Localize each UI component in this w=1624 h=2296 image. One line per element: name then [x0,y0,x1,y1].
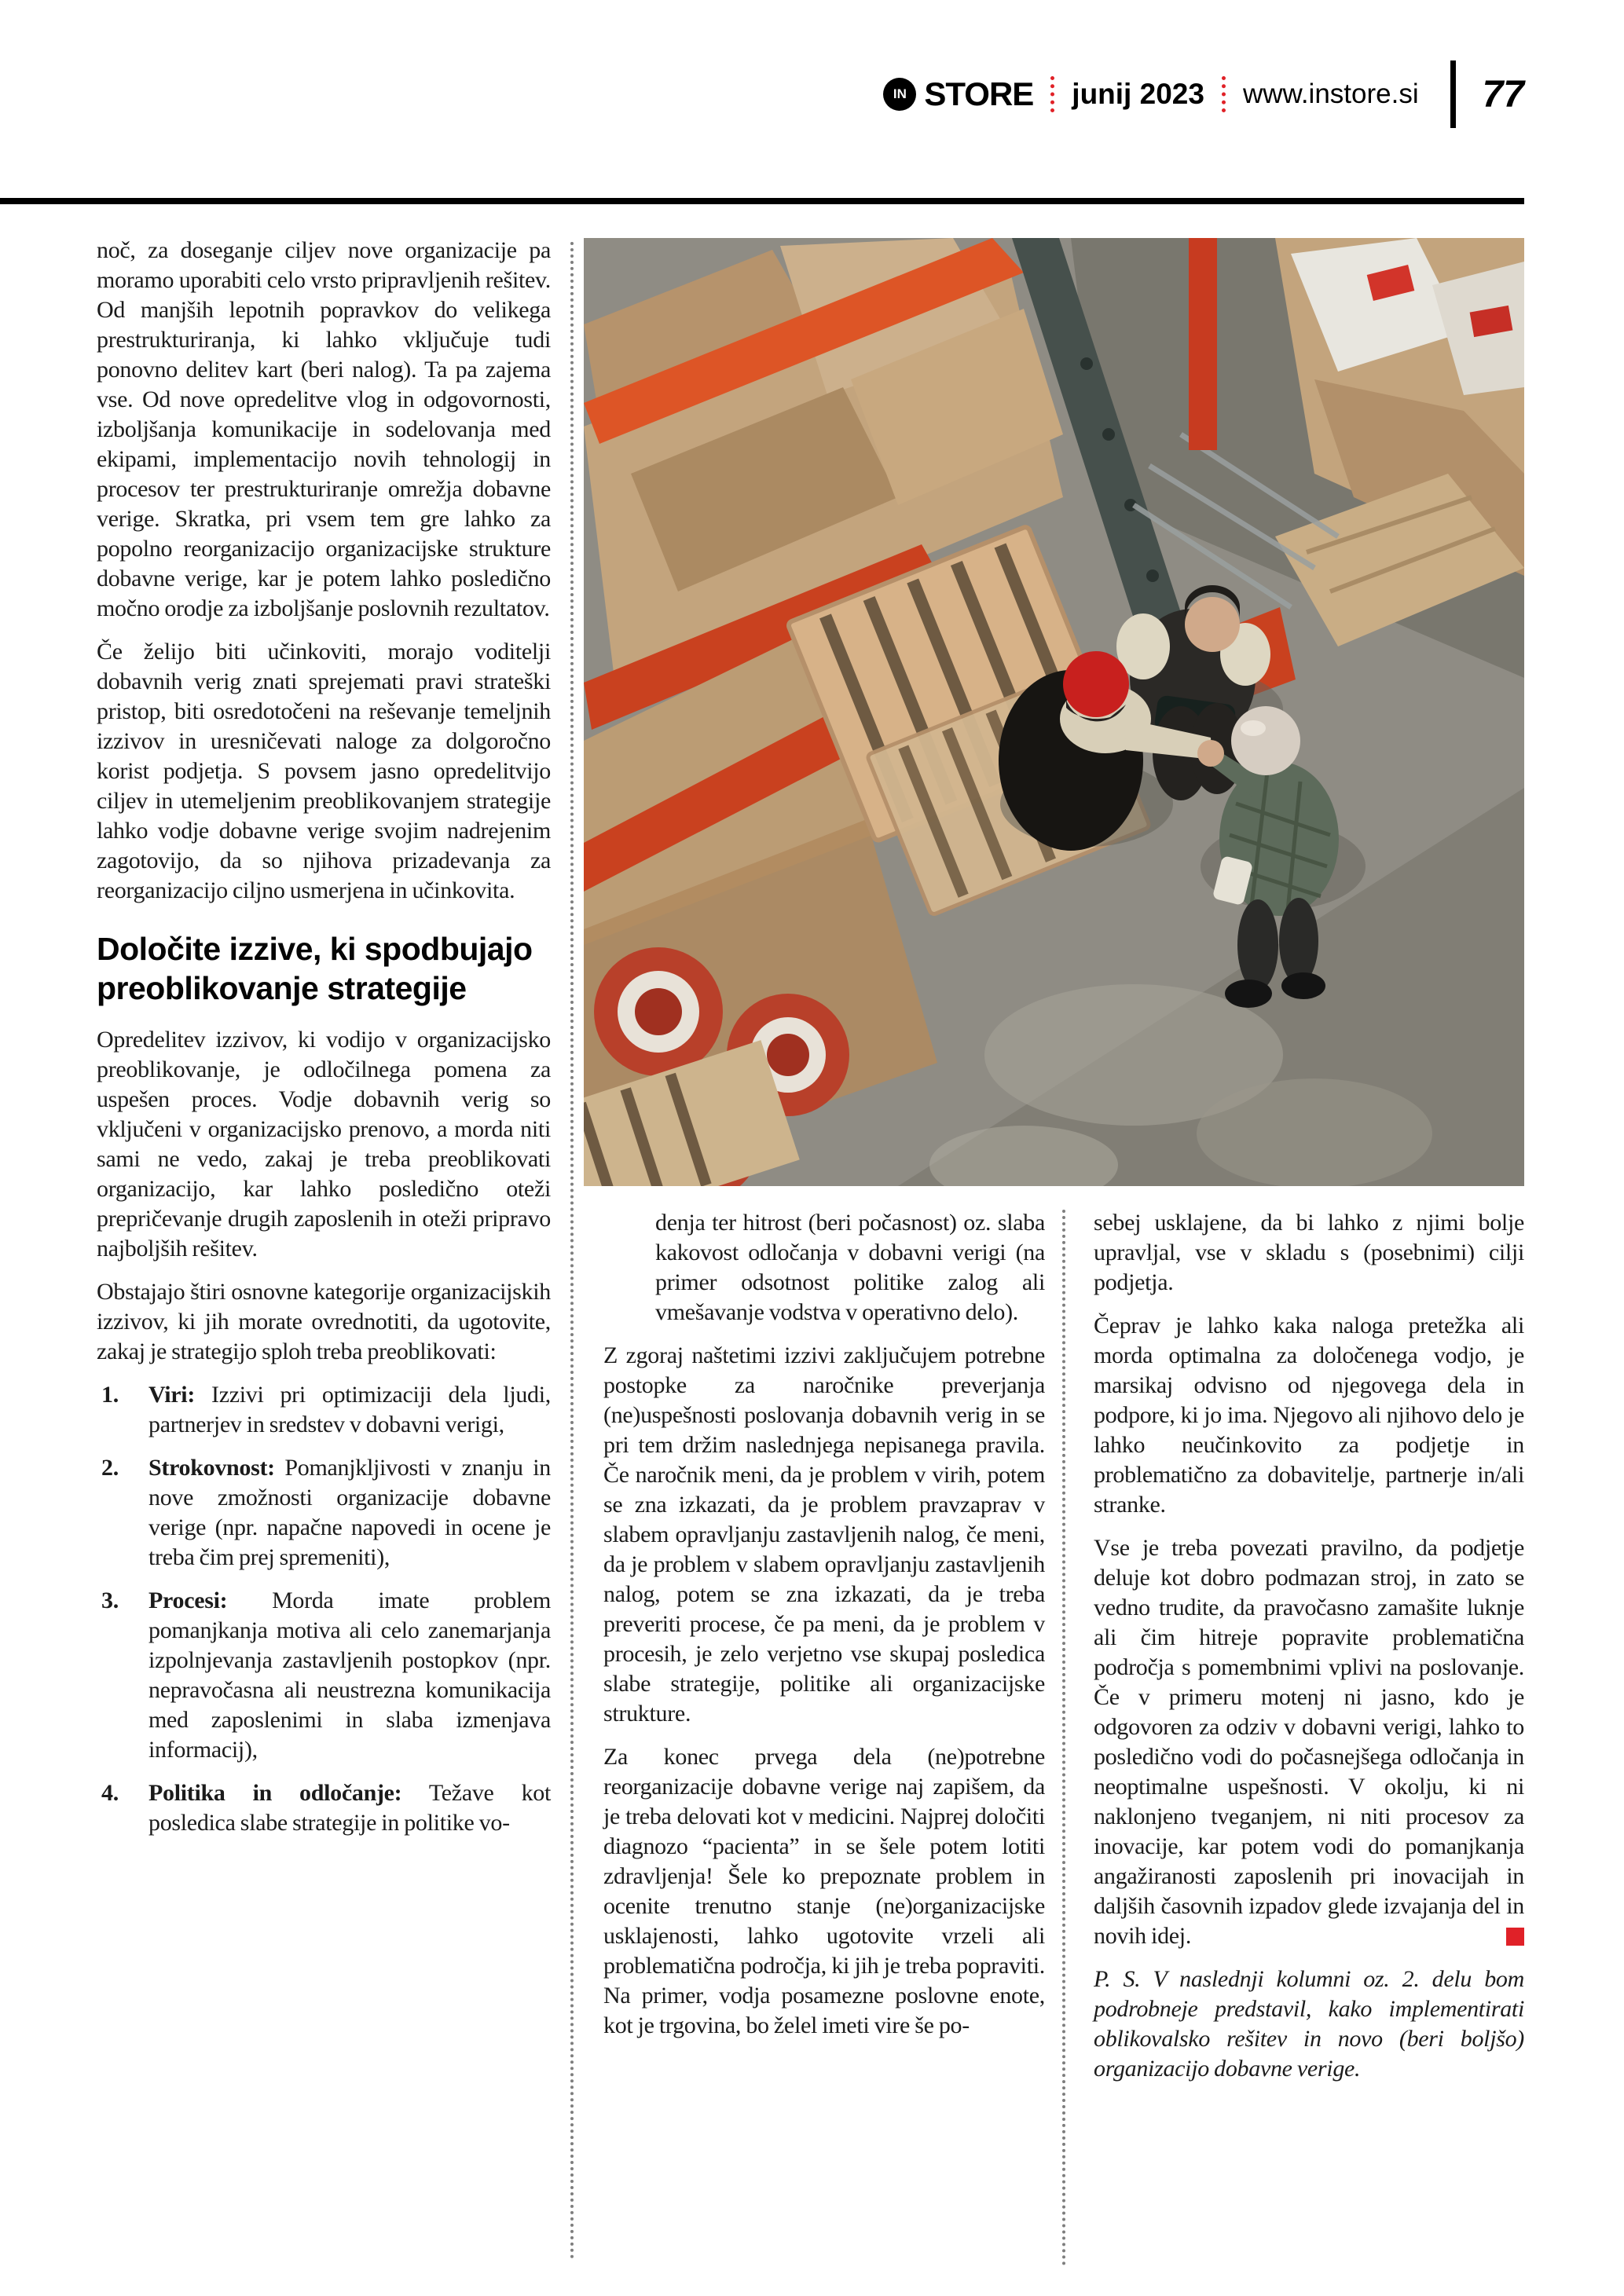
worn-floor-patch [1197,1078,1432,1186]
instore-logo-icon: IN [883,78,916,111]
list-term: Strokovnost: [148,1455,275,1481]
list-term: Viri: [148,1382,196,1408]
paragraph: noč, za doseganje ciljev nove organizacije pa moramo uporabiti celo vrsto pripravljenih rešitev. Od manjših lepotnih popravkov do velikega prestrukturiranja, ki lahko vključuje tudi ponovno delitev kart (beri nalog). Ta pa zajema vse. Od nove opredelitve vlog in odgovornosti, izboljšanja komunikacije in sodelovanja med ekipami, implementacijo novih tehnologij in procesov ter prestrukturiranje omrežja dobavne verige. Skratka, pri vsem tem gre lahko za popolno reorganizacijo organizacijske strukture dobavne verige, kar je potem lahko posledično močno orodje za izboljšanje poslovnih rezultatov. [97,237,551,621]
warehouse-overhead-photo [584,238,1524,1186]
paragraph: Z zgoraj naštetimi izzivi zaključujem potrebne postopke za naročnike preverjanja (ne)uspešnosti poslovanja dobavnih verig in se pri tem držim naslednjega nepisanega pravila. Če naročnik meni, da je problem v virih, potem se zna izkazati, da je problem pravzaprav v slabem opravljanju zastavljenih nalog, če meni, da je problem v slabem opravljanju zastavljenih nalog, potem se zna izkazati, da je treba preveriti procese, če pa meni, da je problem v procesih, je zelo verjetno vse skupaj posledica slabe strategije, politike ali organizacijske strukture. [603,1342,1045,1727]
paragraph: Za konec prvega dela (ne)potrebne reorganizacije dobavne verige naj zapišem, da je treba delovati kot v medicini. Najprej določiti diagnozo “pacienta” in se šele potem lotiti zdravljenja! Šele ko prepoznate problem in ocenite trenutno stanje (ne)organizacijske usklajenosti, lahko ugotovite vrzeli ali problematična področja, ki jih je treba popraviti. Na primer, vodja posamezne poslovne enote, kot je trgovina, bo želel imeti vire še po- [603,1744,1045,2038]
list-number: 1. [101,1382,119,1408]
list-item [97,1586,551,1765]
list-number: 3. [101,1587,119,1613]
red-rack-post [1189,238,1217,450]
list-text: Izzivi pri optimizaciji dela ljudi, partnerjev in sredstev v dobavni verigi, [148,1382,551,1437]
article-column-3 [1094,1208,1524,2097]
issue-date: junij 2023 [1072,78,1204,110]
instore-logo-text: STORE [924,75,1034,112]
list-term: Politika in odločanje: [148,1780,402,1806]
list-number: 2. [101,1455,119,1481]
upright-hole [1080,357,1093,370]
list-item [97,1778,551,1838]
list-text: Težave kot posledica slabe strategije in politike vo- [148,1780,551,1836]
page-header [883,55,1524,134]
section-heading: Določite izzive, ki spodbujajo preoblikovanje strategije [97,931,533,1006]
paragraph [1094,1533,1524,1951]
paragraph-text: Vse je treba povezati pravilno, da podjetje deluje kot dobro podmazan stroj, in zato se vedno trudite, da pravočasno zamašite luknje ali čim hitreje popravite problematična področja s pomembnimi vplivi na poslovanje. Če v primeru motenj ni jasno, kdo je odgovoren za odziv v dobavni verigi, lahko to posledično vodi do počasnejšega odločanja in neoptimalne uspešnosti. V okolju, ki ni naklonjeno tveganjem, ni niti procesov za inovacije, kar potem vodi do pomanjkanja angažiranosti zaposlenih pri inovacijah in daljših časovnih izpadov glede izvajanja del in novih idej. [1094,1535,1524,1949]
paragraph: Čeprav je lahko kaka naloga pretežka ali morda optimalna za določenega vodjo, je marsikaj odvisno od njegovega dela in podpore, ki jo ima. Njegovo ali njihovo delo je lahko neučinkovito za podjetje in problematično za dobavitelje, partnerje in/ali stranke. [1094,1313,1524,1518]
paragraph-continuation: sebej usklajene, da bi lahko z njimi bolje upravljal, vse v skladu s (posebnimi) cilji podjetja. [1094,1210,1524,1295]
article-column-2 [603,1208,1045,2054]
list-term: Procesi: [148,1587,228,1613]
instore-logo [883,75,1033,113]
column-separator [570,242,574,2261]
website-link[interactable]: www.instore.si [1242,79,1419,109]
list-item [97,1453,551,1573]
paragraph: Če želijo biti učinkoviti, morajo voditelji dobavnih verig znati sprejemati pravi strateški pristop, biti osredotočeni na reševanje temeljnih izzivov in uresničevati naloge za dolgoročno korist podjetja. S povsem jasno opredelitvijo ciljev in utemeljenim preoblikovanjem strategije lahko vodje dobavne verige svojim nadrejenim zagotovijo, da so njihova prizadevanja za reorganizacijo ciljno usmerjena in učinkovita. [97,639,551,903]
list-item [97,1380,551,1440]
dotted-separator-icon [1050,76,1054,112]
upright-hole [1146,569,1159,582]
warehouse-photo-art [584,238,1524,1186]
list-number: 4. [101,1780,119,1806]
header-divider [1450,60,1456,128]
list-continuation: denja ter hitrost (beri počasnost) oz. slaba kakovost odločanja v dobavni verigi (na primer odsotnost politike zalog ali vmešavanje vodstva v operativno delo). [655,1210,1045,1325]
list-text: Morda imate problem pomanjkanja motiva ali celo zanemarjanja izpolnjevanja zastavljenih postopkov (npr. nepravočasna ali neustrezna komunikacija med zaposlenimi in slaba izmenjava informacij), [148,1587,551,1763]
upright-hole [1102,428,1115,441]
dotted-separator-icon [1222,76,1226,112]
page-number: 77 [1482,73,1524,115]
paragraph: Opredelitev izzivov, ki vodijo v organizacijsko preoblikovanje, je odločilnega pomena za uspešen proces. Vodje dobavnih verig so vključeni v organizacijsko prenovo, a morda niti sami ne vedo, zakaj je treba preoblikovati organizacijo, kar lahko posledično oteži prepričevanje drugih zaposlenih in oteži pripravo najboljših rešitev. [97,1027,551,1262]
article-end-mark [1506,1928,1524,1946]
article-column-1 [97,236,551,1851]
postscript: P. S. V naslednji kolumni oz. 2. delu bom podrobneje predstavil, kako implementirati oblikovalsko rešitev in novo (beri boljšo) organizacijo dobavne verige. [1094,1966,1524,2082]
top-rule [0,198,1524,204]
column-separator [1062,1210,1065,2266]
list-text: Pomanjkljivosti v znanju in nove zmožnosti organizacije dobavne verige (npr. napačne napovedi in ocene je treba čim prej spremeniti), [148,1455,551,1570]
paragraph: Obstajajo štiri osnovne kategorije organizacijskih izzivov, ki jih morate ovrednotiti, da ugotovite, zakaj je strategijo sploh treba preoblikovati: [97,1279,551,1364]
